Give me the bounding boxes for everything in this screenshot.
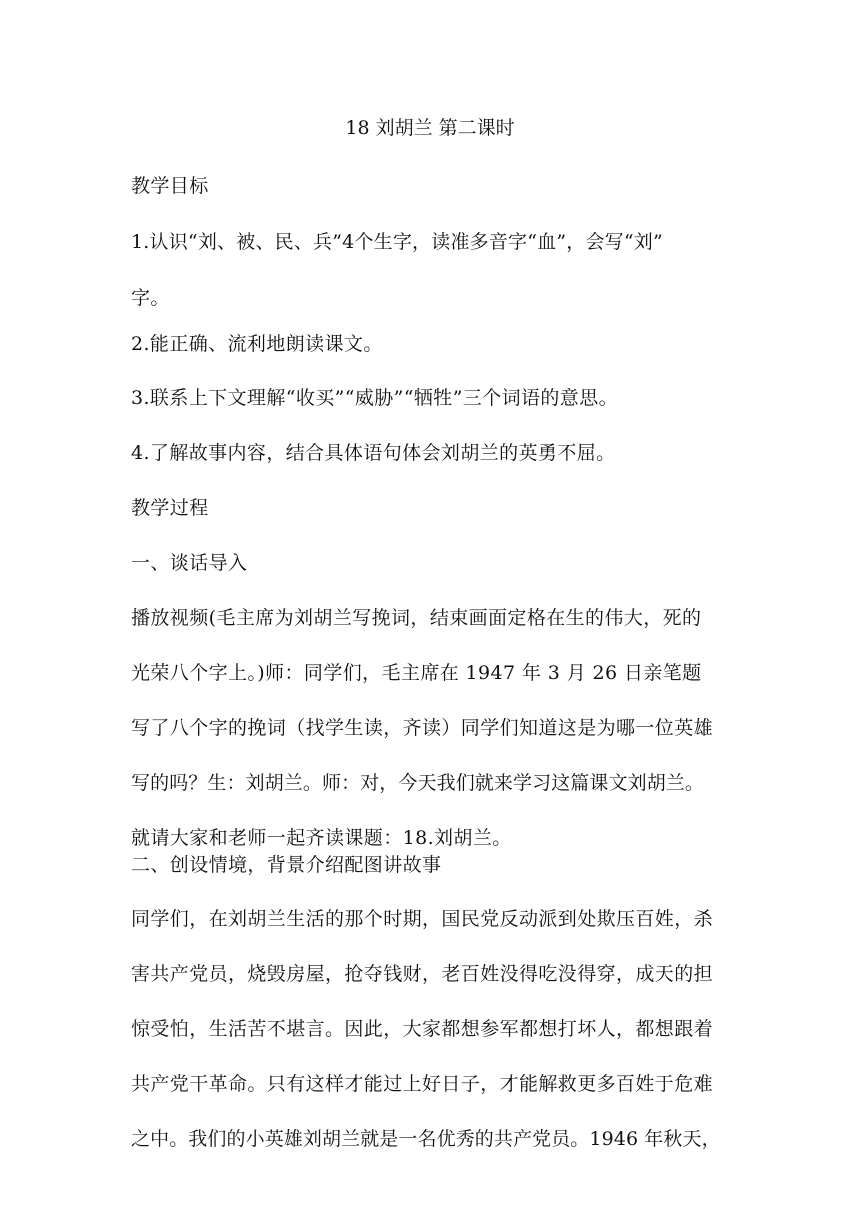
goals-heading: 教学目标 xyxy=(131,175,209,197)
paragraph-line: 就请大家和老师一起齐读课题：18.刘胡兰。 xyxy=(131,827,512,849)
section-1-paragraph xyxy=(131,602,731,870)
paragraph-line: 共产党干革命。只有这样才能过上好日子，才能解救更多百姓于危难 xyxy=(131,1073,714,1095)
goal-item-1-line-1: 1.认识“刘、被、民、兵”4个生字，读准多音字“血”，会写“刘” xyxy=(131,231,663,253)
paragraph-line: 写了八个字的挽词（找学生读，齐读）同学们知道这是为哪一位英雄 xyxy=(131,717,714,739)
paragraph-line: 播放视频(毛主席为刘胡兰写挽词，结束画面定格在生的伟大，死的 xyxy=(131,607,702,629)
goal-item-2: 2.能正确、流利地朗读课文。 xyxy=(131,333,383,355)
paragraph-line: 害共产党员，烧毁房屋，抢夺钱财，老百姓没得吃没得穿，成天的担 xyxy=(131,963,714,985)
paragraph-line: 光荣八个字上。)师：同学们，毛主席在 1947 年 3 月 26 日亲笔题 xyxy=(131,662,702,684)
goal-item-1 xyxy=(131,226,731,314)
goal-item-3: 3.联系上下文理解“收买”“威胁”“牺牲”三个词语的意思。 xyxy=(131,387,619,409)
goal-item-1-line-2: 字。 xyxy=(131,287,170,309)
process-heading: 教学过程 xyxy=(131,497,209,519)
document-title: 18 刘胡兰 第二课时 xyxy=(345,117,515,139)
paragraph-line: 同学们，在刘胡兰生活的那个时期，国民党反动派到处欺压百姓，杀 xyxy=(131,908,714,930)
goal-item-4: 4.了解故事内容，结合具体语句体会刘胡兰的英勇不屈。 xyxy=(131,442,616,464)
section-2-heading: 二、创设情境，背景介绍配图讲故事 xyxy=(131,854,442,876)
paragraph-line: 之中。我们的小英雄刘胡兰就是一名优秀的共产党员。1946 年秋天， xyxy=(131,1128,721,1150)
paragraph-line: 惊受怕，生活苦不堪言。因此，大家都想参军都想打坏人，都想跟着 xyxy=(131,1018,714,1040)
paragraph-line: 写的吗？生：刘胡兰。师：对，今天我们就来学习这篇课文刘胡兰。 xyxy=(131,772,705,794)
section-1-heading: 一、谈话导入 xyxy=(131,552,248,574)
section-2-paragraph xyxy=(131,903,731,1171)
